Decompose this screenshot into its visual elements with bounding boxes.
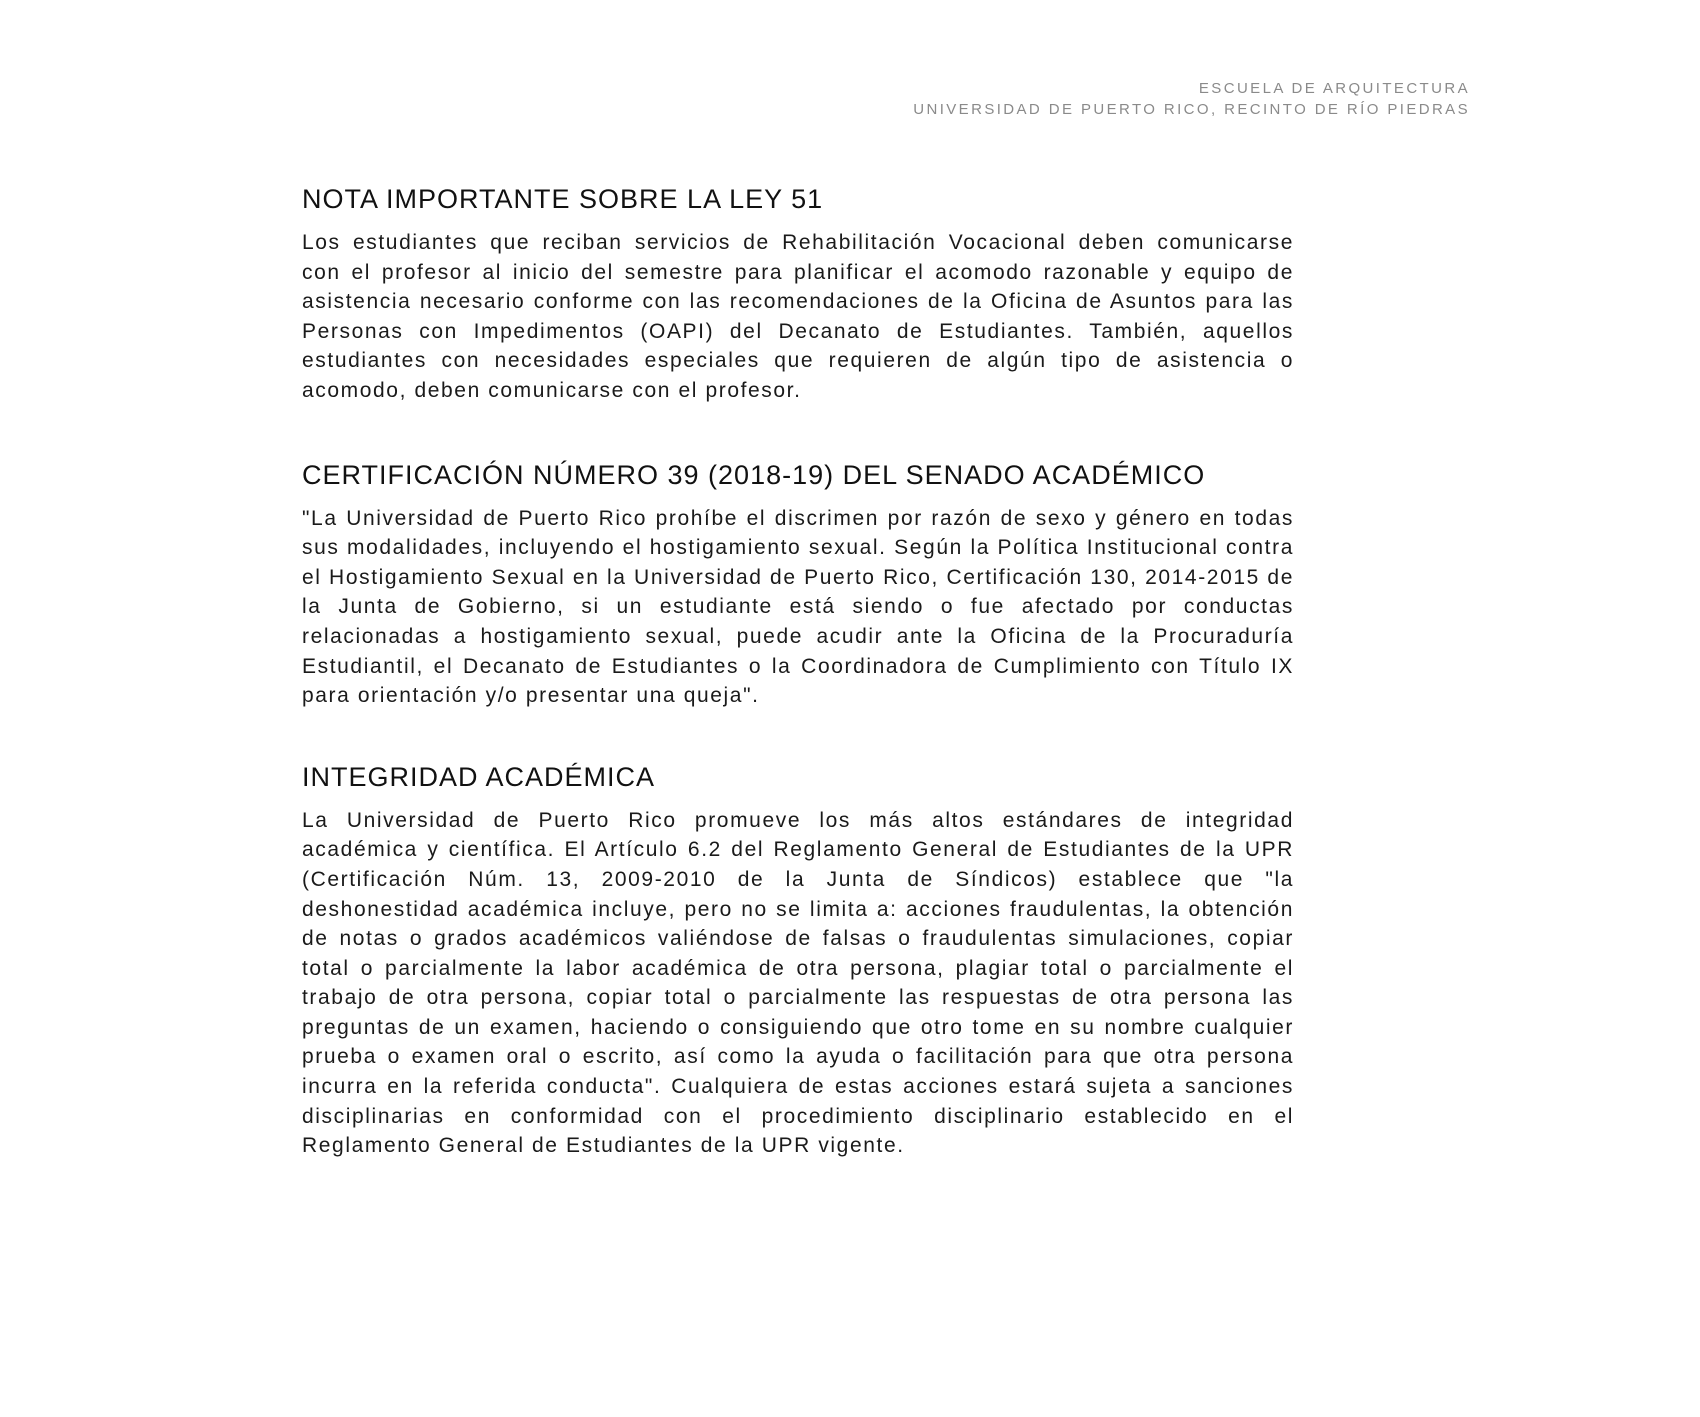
section-title: CERTIFICACIÓN NÚMERO 39 (2018-19) DEL SENADO ACADÉMICO — [302, 459, 1206, 490]
section-body: "La Universidad de Puerto Rico prohíbe el discrimen por razón de sexo y género en todas sus modalidades, incluyendo el hostigamiento sexual. Según la Política Institucional contra el Hostigamiento Sexual en la Universidad de Puerto Rico, Certificación 130, 2014-2015 de la Junta de Gobierno, si un estudiante está siendo o fue afectado por conductas relacionadas a hostigamiento sexual, puede acudir ante la Oficina de la Procuraduría Estudiantil, el Decanato de Estudiantes o la Coordinadora de Cumplimiento con Título IX para orientación y/o presentar una queja". — [302, 506, 1294, 708]
section-ley-51 — [302, 182, 1294, 406]
section-body: La Universidad de Puerto Rico promueve los más altos estándares de integridad académica y científica. El Artículo 6.2 del Reglamento General de Estudiantes de la UPR (Certificación Núm. 13, 2009-2010 de la Junta de Síndicos) establece que "la deshonestidad académica incluye, pero no se limita a: acciones fraudulentas, la obtención de notas o grados académicos valiéndose de falsas o fraudulentas simulaciones, copiar total o parcialmente la labor académica de otra persona, plagiar total o parcialmente el trabajo de otra persona, copiar total o parcialmente las respuestas de otra persona las preguntas de un examen, haciendo o consiguiendo que otro tome en su nombre cualquier prueba o examen oral o escrito, así como la ayuda o facilitación para que otra persona incurra en la referida conducta". Cualquiera de estas acciones estará sujeta a sanciones disciplinarias en conformidad con el procedimiento disciplinario establecido en el Reglamento General de Estudiantes de la UPR vigente. — [302, 808, 1294, 1158]
school-name: ESCUELA DE ARQUITECTURA — [1198, 80, 1470, 97]
page-header — [913, 78, 1470, 120]
section-title: NOTA IMPORTANTE SOBRE LA LEY 51 — [302, 184, 824, 214]
section-certificacion-39 — [302, 458, 1294, 711]
section-body: Los estudiantes que reciban servicios de Rehabilitación Vocacional deben comunicarse con el profesor al inicio del semestre para planificar el acomodo razonable y equipo de asistencia necesario conforme con las recomendaciones de la Oficina de Asuntos para las Personas con Impedimentos (OAPI) del Decanato de Estudiantes. También, aquellos estudiantes con necesidades especiales que requieren de algún tipo de asistencia o acomodo, deben comunicarse con el profesor. — [302, 231, 1294, 402]
university-name: UNIVERSIDAD DE PUERTO RICO, RECINTO DE RÍO PIEDRAS — [913, 101, 1470, 118]
section-title: INTEGRIDAD ACADÉMICA — [302, 761, 656, 792]
section-integridad-academica — [302, 760, 1294, 1161]
document-content — [302, 182, 1294, 1161]
